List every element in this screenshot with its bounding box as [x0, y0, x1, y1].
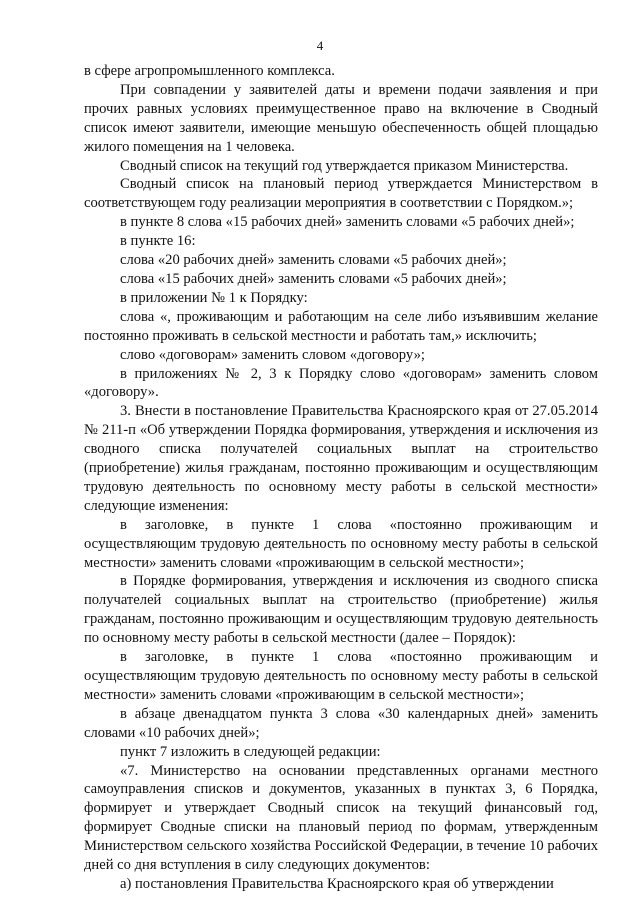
paragraph: в абзаце двенадцатом пункта 3 слова «30 календарных дней» заменить словами «10 рабочих дней»; [84, 705, 598, 741]
paragraph: в Порядке формирования, утверждения и исключения из сводного списка получателей социальных выплат на строительство (приобретение) жилья гражданам, постоянно проживающим и осуществляющим трудовую деятельность по основному месту работы в сельской местности (далее – Порядок): [84, 573, 598, 647]
paragraph: Сводный список на текущий год утверждается приказом Министерства. [120, 157, 569, 174]
document-body [84, 62, 598, 894]
paragraph: пункт 7 изложить в следующей редакции: [120, 743, 381, 760]
paragraph: Сводный список на плановый период утверждается Министерством в соответствующем году реализации мероприятия в соответствии с Порядком.»; [84, 176, 598, 212]
paragraph: 3. Внести в постановление Правительства Красноярского края от 27.05.2014 № 211-п «Об утверждении Порядка формирования, утверждения и исключения из сводного списка получателей социальных выплат на строительство (приобретение) жилья гражданам, постоянно проживающим и осуществляющим трудовую деятельность по основному месту работы в сельской местности» следующие изменения: [84, 403, 598, 514]
paragraph: слово «договорам» заменить словом «договору»; [120, 346, 425, 363]
paragraph: в сфере агропромышленного комплекса. [84, 63, 335, 79]
paragraph: слова «20 рабочих дней» заменить словами «5 рабочих дней»; [120, 252, 507, 269]
paragraph: в приложениях № 2, 3 к Порядку слово «договорам» заменить словом «договору». [84, 365, 598, 401]
paragraph: слова «, проживающим и работающим на селе либо изъявившим желание постоянно проживать в сельской местности и работать там,» исключить; [84, 308, 598, 344]
paragraph: в приложении № 1 к Порядку: [120, 289, 308, 306]
paragraph: в заголовке, в пункте 1 слова «постоянно проживающим и осуществляющим трудовую деятельность по основному месту работы в сельской местности» заменить словами «проживающим в сельской местности»; [84, 649, 598, 703]
paragraph: слова «15 рабочих дней» заменить словами «5 рабочих дней»; [120, 270, 507, 287]
paragraph: При совпадении у заявителей даты и времени подачи заявления и при прочих равных условиях преимущественное право на включение в Сводный список имеют заявители, имеющие меньшую обеспеченность общей площадью жилого помещения на 1 человека. [84, 81, 598, 155]
paragraph: в заголовке, в пункте 1 слова «постоянно проживающим и осуществляющим трудовую деятельность по основному месту работы в сельской местности» заменить словами «проживающим в сельской местности»; [84, 516, 598, 571]
page-number: 4 [316, 38, 324, 53]
paragraph: в пункте 8 слова «15 рабочих дней» заменить словами «5 рабочих дней»; [120, 214, 575, 231]
paragraph: а) постановления Правительства Красноярского края об утверждении [120, 875, 554, 892]
paragraph: в пункте 16: [120, 233, 196, 250]
paragraph: «7. Министерство на основании представленных органами местного самоуправления списков и документов, указанных в пунктах 3, 6 Порядка, формирует и утверждает Сводный список на текущий финансовый год, формирует Сводные списки на плановый период по формам, утвержденным Министерством сельского хозяйства Российской Федерации, в течение 10 рабочих дней со дня вступления в силу следующих документов: [84, 762, 598, 874]
